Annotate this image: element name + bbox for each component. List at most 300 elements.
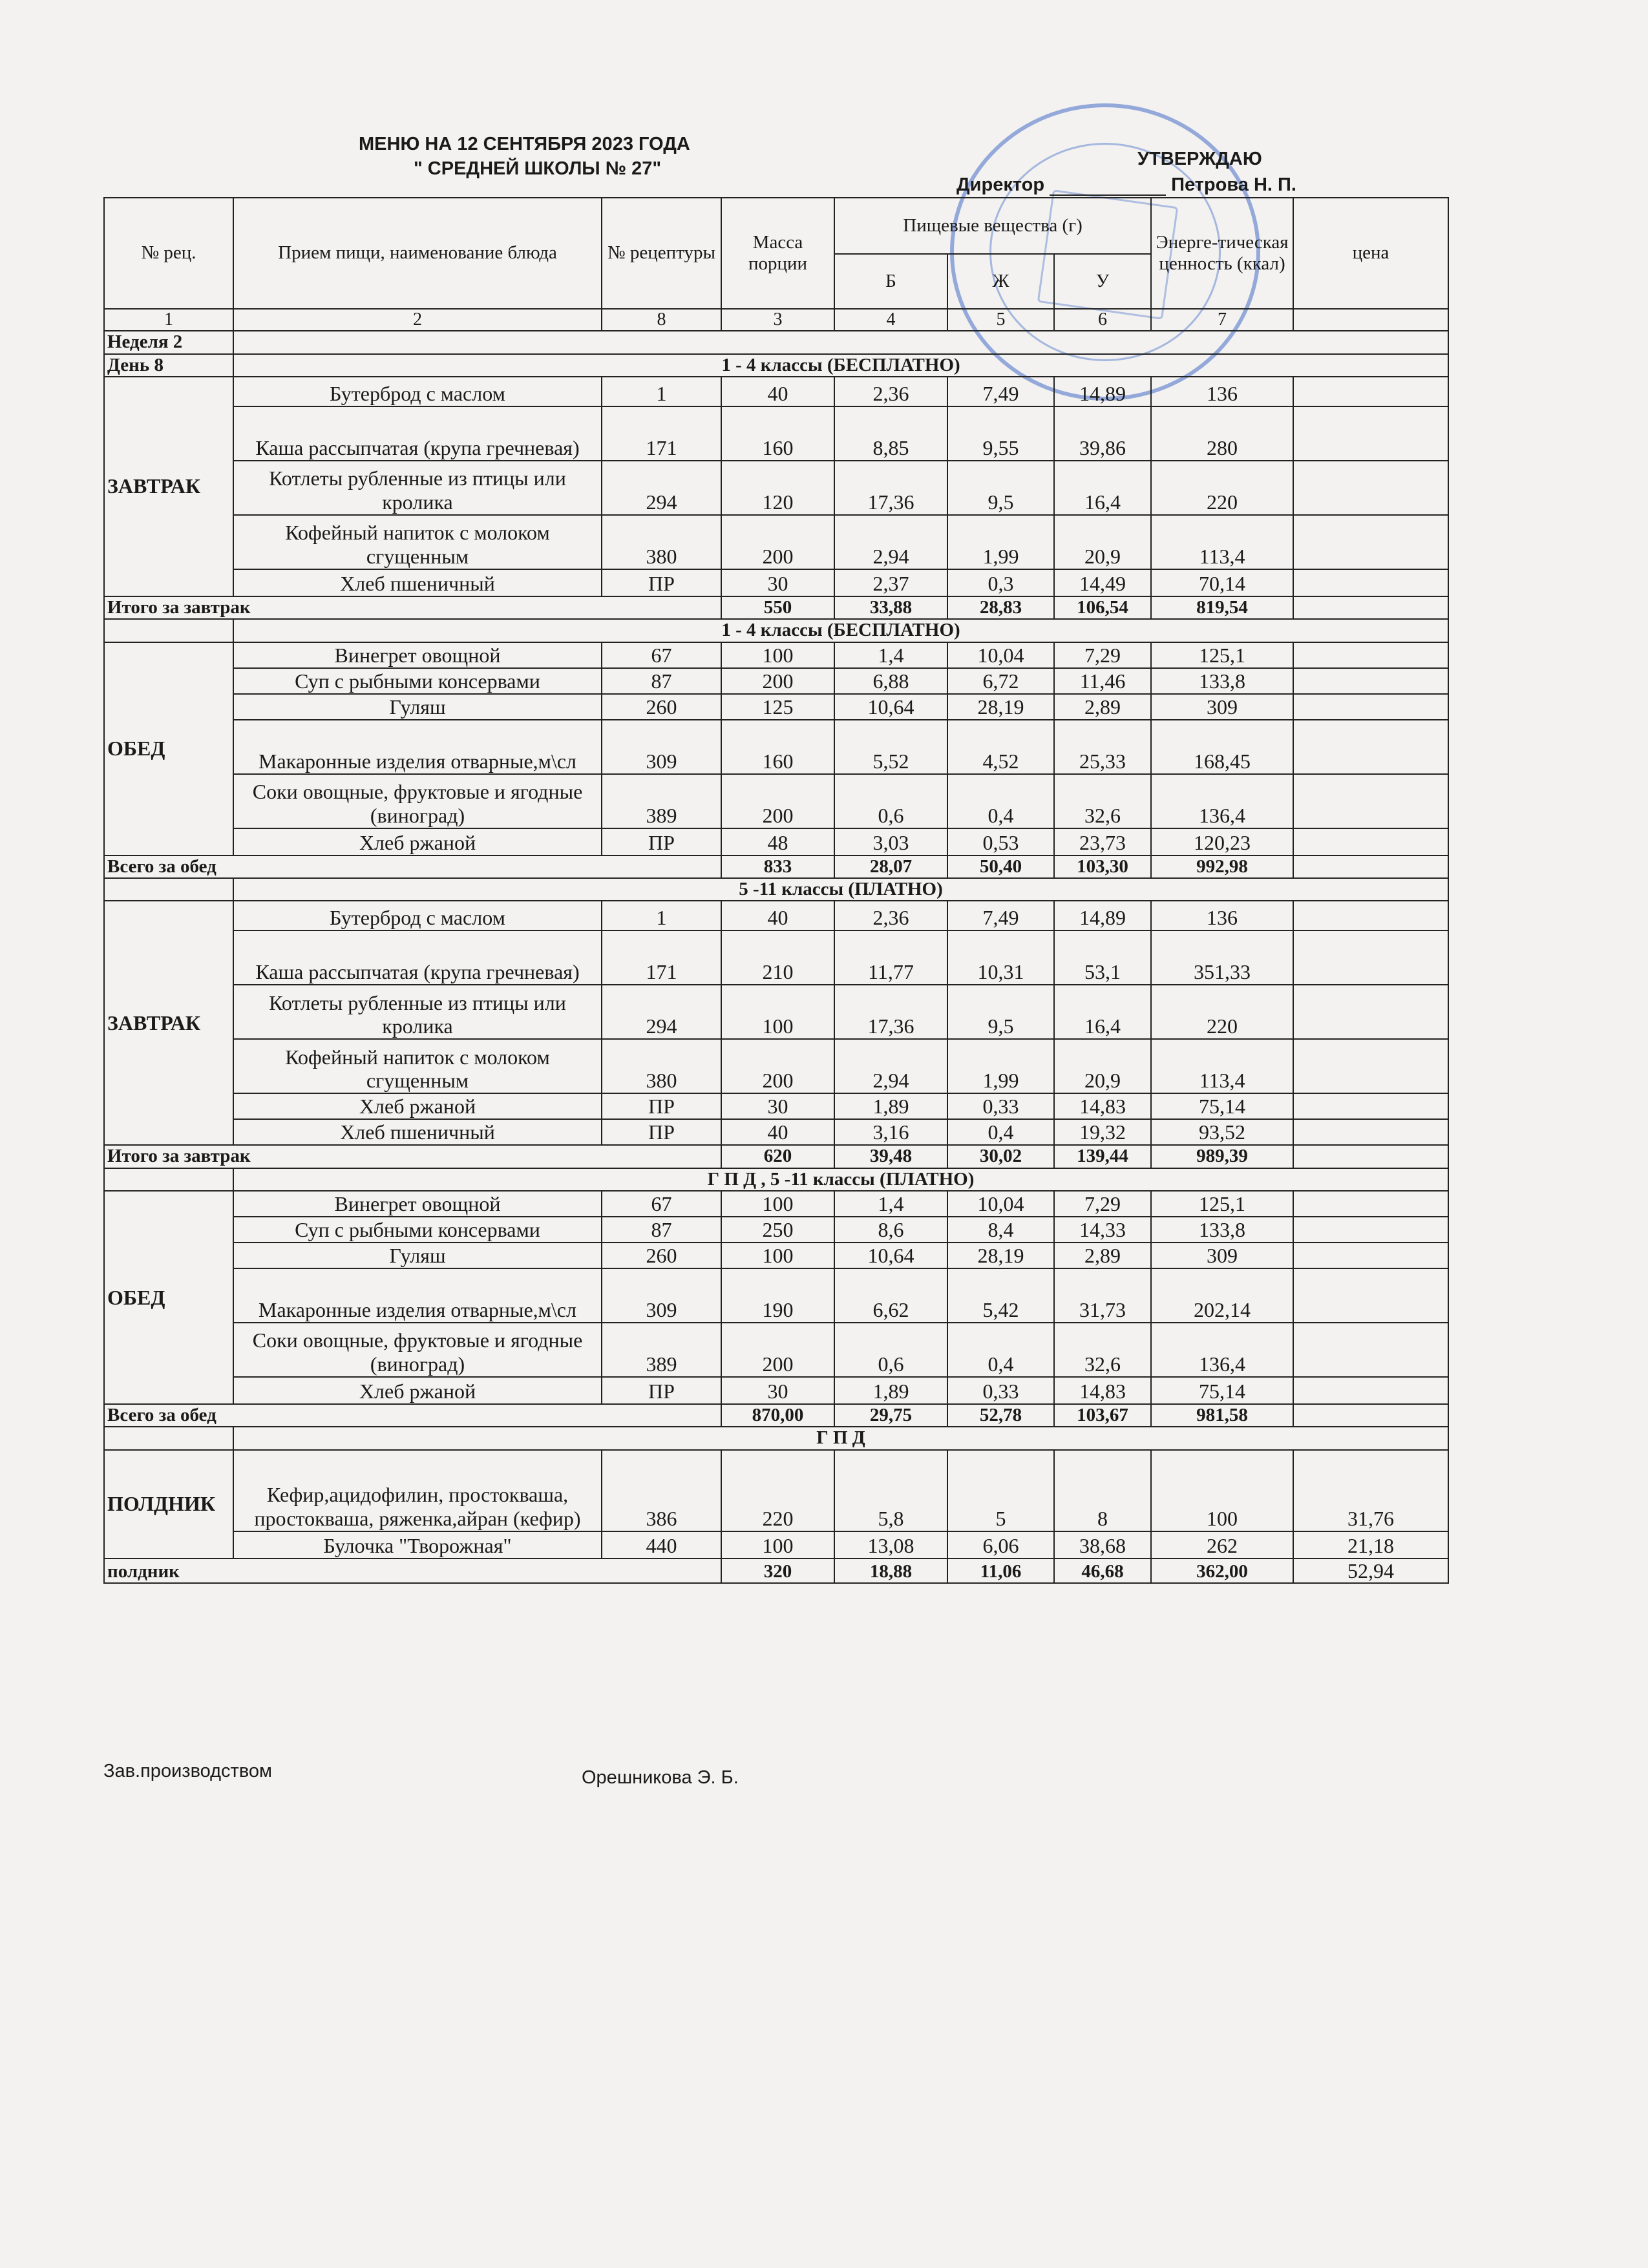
- total-price: 52,94: [1293, 1559, 1448, 1584]
- portion-mass: 220: [721, 1450, 834, 1531]
- price: [1293, 720, 1448, 774]
- price: 31,76: [1293, 1450, 1448, 1531]
- energy: 309: [1151, 1243, 1293, 1268]
- carbs: 14,89: [1054, 377, 1151, 406]
- dish-row: [104, 774, 1448, 828]
- fat: 28,19: [947, 1243, 1054, 1268]
- fat: 6,06: [947, 1531, 1054, 1559]
- dish-row: [104, 642, 1448, 668]
- protein: 3,16: [834, 1119, 947, 1145]
- protein: 13,08: [834, 1531, 947, 1559]
- energy: 113,4: [1151, 1039, 1293, 1093]
- fat: 6,72: [947, 668, 1054, 694]
- recipe-no: 309: [602, 720, 721, 774]
- fat: 9,55: [947, 406, 1054, 461]
- col-b: Б: [834, 254, 947, 309]
- protein: 2,94: [834, 1039, 947, 1093]
- approve-label: УТВЕРЖДАЮ: [1137, 149, 1262, 169]
- energy: 93,52: [1151, 1119, 1293, 1145]
- fat: 10,04: [947, 1191, 1054, 1217]
- dish-row: [104, 694, 1448, 720]
- fat: 7,49: [947, 901, 1054, 930]
- recipe-no: 1: [602, 901, 721, 930]
- carbs: 14,89: [1054, 901, 1151, 930]
- dish-name: Винегрет овощной: [233, 642, 602, 668]
- portion-mass: 30: [721, 1093, 834, 1119]
- portion-mass: 200: [721, 774, 834, 828]
- dish-name: Соки овощные, фруктовые и ягодные (виноград): [233, 774, 602, 828]
- fat: 10,04: [947, 642, 1054, 668]
- price: [1293, 642, 1448, 668]
- protein: 2,94: [834, 515, 947, 569]
- blank-cell: [104, 1427, 233, 1449]
- dish-name: Гуляш: [233, 1243, 602, 1268]
- dish-row: [104, 406, 1448, 461]
- recipe-no: 380: [602, 1039, 721, 1093]
- portion-mass: 40: [721, 1119, 834, 1145]
- carbs: 16,4: [1054, 985, 1151, 1039]
- dish-row: [104, 930, 1448, 985]
- price: [1293, 461, 1448, 515]
- dish-name: Винегрет овощной: [233, 1191, 602, 1217]
- section-header: Г П Д: [233, 1427, 1448, 1449]
- footer-role: Зав.производством: [103, 1761, 272, 1781]
- meal-label: ЗАВТРАК: [104, 377, 233, 596]
- portion-mass: 160: [721, 406, 834, 461]
- energy: 136,4: [1151, 774, 1293, 828]
- dish-row: [104, 1119, 1448, 1145]
- price: [1293, 985, 1448, 1039]
- price: [1293, 930, 1448, 985]
- recipe-no: ПР: [602, 1093, 721, 1119]
- recipe-no: ПР: [602, 1119, 721, 1145]
- colnum: 6: [1054, 309, 1151, 331]
- total-label: полдник: [104, 1559, 721, 1584]
- recipe-no: 389: [602, 1323, 721, 1377]
- carbs: 14,33: [1054, 1217, 1151, 1243]
- energy: 280: [1151, 406, 1293, 461]
- dish-row: [104, 828, 1448, 856]
- dish-row: [104, 461, 1448, 515]
- dish-row: [104, 1243, 1448, 1268]
- total-carbs: 46,68: [1054, 1559, 1151, 1584]
- recipe-no: 171: [602, 930, 721, 985]
- col-recipe-no: № рецептуры: [602, 198, 721, 309]
- total-fat: 52,78: [947, 1404, 1054, 1427]
- carbs: 19,32: [1054, 1119, 1151, 1145]
- carbs: 32,6: [1054, 774, 1151, 828]
- carbs: 20,9: [1054, 1039, 1151, 1093]
- price: [1293, 668, 1448, 694]
- recipe-no: 171: [602, 406, 721, 461]
- protein: 2,37: [834, 569, 947, 596]
- carbs: 39,86: [1054, 406, 1151, 461]
- protein: 10,64: [834, 1243, 947, 1268]
- price: [1293, 1119, 1448, 1145]
- carbs: 38,68: [1054, 1531, 1151, 1559]
- total-carbs: 103,30: [1054, 856, 1151, 878]
- total-energy: 819,54: [1151, 596, 1293, 619]
- recipe-no: 386: [602, 1450, 721, 1531]
- carbs: 2,89: [1054, 1243, 1151, 1268]
- energy: 168,45: [1151, 720, 1293, 774]
- total-fat: 28,83: [947, 596, 1054, 619]
- colnum: 4: [834, 309, 947, 331]
- recipe-no: 67: [602, 642, 721, 668]
- portion-mass: 200: [721, 1323, 834, 1377]
- fat: 9,5: [947, 461, 1054, 515]
- dish-row: [104, 1531, 1448, 1559]
- total-carbs: 139,44: [1054, 1145, 1151, 1168]
- total-row: [104, 1559, 1448, 1584]
- day-label: День 8: [104, 354, 233, 377]
- price: [1293, 406, 1448, 461]
- total-energy: 992,98: [1151, 856, 1293, 878]
- total-energy: 989,39: [1151, 1145, 1293, 1168]
- energy: 309: [1151, 694, 1293, 720]
- energy: 113,4: [1151, 515, 1293, 569]
- carbs: 20,9: [1054, 515, 1151, 569]
- energy: 120,23: [1151, 828, 1293, 856]
- portion-mass: 40: [721, 901, 834, 930]
- fat: 0,33: [947, 1377, 1054, 1404]
- energy: 75,14: [1151, 1093, 1293, 1119]
- week-label: Неделя 2: [104, 331, 233, 353]
- total-label: Итого за завтрак: [104, 1145, 721, 1168]
- recipe-no: 260: [602, 1243, 721, 1268]
- dish-row: [104, 1323, 1448, 1377]
- energy: 125,1: [1151, 642, 1293, 668]
- colnum: 2: [233, 309, 602, 331]
- price: [1293, 377, 1448, 406]
- protein: 3,03: [834, 828, 947, 856]
- total-protein: 18,88: [834, 1559, 947, 1584]
- fat: 7,49: [947, 377, 1054, 406]
- energy: 100: [1151, 1450, 1293, 1531]
- recipe-no: 294: [602, 985, 721, 1039]
- carbs: 14,49: [1054, 569, 1151, 596]
- total-mass: 620: [721, 1145, 834, 1168]
- price: [1293, 1243, 1448, 1268]
- fat: 1,99: [947, 1039, 1054, 1093]
- meal-label: ПОЛДНИК: [104, 1450, 233, 1559]
- fat: 1,99: [947, 515, 1054, 569]
- dish-name: Каша рассыпчатая (крупа гречневая): [233, 930, 602, 985]
- carbs: 31,73: [1054, 1268, 1151, 1323]
- energy: 133,8: [1151, 1217, 1293, 1243]
- portion-mass: 200: [721, 1039, 834, 1093]
- fat: 0,53: [947, 828, 1054, 856]
- colnum: [1293, 309, 1448, 331]
- energy: 262: [1151, 1531, 1293, 1559]
- director-name: Петрова Н. П.: [1171, 174, 1296, 195]
- portion-mass: 30: [721, 569, 834, 596]
- carbs: 14,83: [1054, 1093, 1151, 1119]
- protein: 1,4: [834, 1191, 947, 1217]
- dish-name: Котлеты рубленные из птицы или кролика: [233, 985, 602, 1039]
- col-mass: Масса порции: [721, 198, 834, 309]
- total-price: [1293, 1145, 1448, 1168]
- total-label: Итого за завтрак: [104, 596, 721, 619]
- dish-name: Суп с рыбными консервами: [233, 668, 602, 694]
- carbs: 25,33: [1054, 720, 1151, 774]
- protein: 10,64: [834, 694, 947, 720]
- price: [1293, 774, 1448, 828]
- energy: 202,14: [1151, 1268, 1293, 1323]
- price: [1293, 1217, 1448, 1243]
- carbs: 32,6: [1054, 1323, 1151, 1377]
- price: [1293, 1323, 1448, 1377]
- price: 21,18: [1293, 1531, 1448, 1559]
- dish-row: [104, 668, 1448, 694]
- total-carbs: 103,67: [1054, 1404, 1151, 1427]
- blank-cell: [104, 1168, 233, 1191]
- portion-mass: 200: [721, 668, 834, 694]
- portion-mass: 100: [721, 985, 834, 1039]
- price: [1293, 1191, 1448, 1217]
- dish-name: Хлеб ржаной: [233, 1093, 602, 1119]
- colnum: 8: [602, 309, 721, 331]
- energy: 136: [1151, 901, 1293, 930]
- dish-name: Макаронные изделия отварные,м\сл: [233, 1268, 602, 1323]
- dish-row: [104, 985, 1448, 1039]
- recipe-no: ПР: [602, 1377, 721, 1404]
- price: [1293, 1039, 1448, 1093]
- dish-row: [104, 515, 1448, 569]
- total-price: [1293, 596, 1448, 619]
- portion-mass: 100: [721, 642, 834, 668]
- portion-mass: 40: [721, 377, 834, 406]
- total-protein: 33,88: [834, 596, 947, 619]
- recipe-no: 67: [602, 1191, 721, 1217]
- dish-name: Каша рассыпчатая (крупа гречневая): [233, 406, 602, 461]
- dish-row: [104, 1450, 1448, 1531]
- col-energy: Энерге-тическая ценность (ккал): [1151, 198, 1293, 309]
- protein: 8,85: [834, 406, 947, 461]
- dish-row: [104, 901, 1448, 930]
- total-mass: 833: [721, 856, 834, 878]
- protein: 0,6: [834, 774, 947, 828]
- portion-mass: 100: [721, 1531, 834, 1559]
- price: [1293, 1268, 1448, 1323]
- menu-table: [103, 197, 1449, 1584]
- dish-name: Суп с рыбными консервами: [233, 1217, 602, 1243]
- dish-name: Гуляш: [233, 694, 602, 720]
- carbs: 2,89: [1054, 694, 1151, 720]
- price: [1293, 828, 1448, 856]
- total-row: [104, 1404, 1448, 1427]
- recipe-no: 87: [602, 668, 721, 694]
- total-label: Всего за обед: [104, 1404, 721, 1427]
- meal-label: ОБЕД: [104, 1191, 233, 1404]
- dish-row: [104, 377, 1448, 406]
- col-rec: № рец.: [104, 198, 233, 309]
- protein: 1,89: [834, 1093, 947, 1119]
- energy: 133,8: [1151, 668, 1293, 694]
- meal-label: ЗАВТРАК: [104, 901, 233, 1145]
- dish-row: [104, 1191, 1448, 1217]
- portion-mass: 125: [721, 694, 834, 720]
- total-energy: 362,00: [1151, 1559, 1293, 1584]
- recipe-no: 309: [602, 1268, 721, 1323]
- recipe-no: 389: [602, 774, 721, 828]
- price: [1293, 1093, 1448, 1119]
- recipe-no: 1: [602, 377, 721, 406]
- protein: 0,6: [834, 1323, 947, 1377]
- fat: 10,31: [947, 930, 1054, 985]
- total-mass: 550: [721, 596, 834, 619]
- energy: 351,33: [1151, 930, 1293, 985]
- dish-row: [104, 720, 1448, 774]
- fat: 5,42: [947, 1268, 1054, 1323]
- fat: 0,4: [947, 1119, 1054, 1145]
- recipe-no: ПР: [602, 569, 721, 596]
- dish-name: Булочка "Творожная": [233, 1531, 602, 1559]
- total-fat: 11,06: [947, 1559, 1054, 1584]
- total-row: [104, 596, 1448, 619]
- total-mass: 870,00: [721, 1404, 834, 1427]
- portion-mass: 30: [721, 1377, 834, 1404]
- section-header: 5 -11 классы (ПЛАТНО): [233, 878, 1448, 901]
- dish-name: Хлеб ржаной: [233, 828, 602, 856]
- protein: 11,77: [834, 930, 947, 985]
- carbs: 8: [1054, 1450, 1151, 1531]
- total-protein: 28,07: [834, 856, 947, 878]
- dish-row: [104, 1093, 1448, 1119]
- dish-name: Макаронные изделия отварные,м\сл: [233, 720, 602, 774]
- dish-name: Кефир,ацидофилин, простокваша, простокваша, ряженка,айран (кефир): [233, 1450, 602, 1531]
- fat: 8,4: [947, 1217, 1054, 1243]
- total-price: [1293, 856, 1448, 878]
- dish-row: [104, 1217, 1448, 1243]
- protein: 5,8: [834, 1450, 947, 1531]
- fat: 0,33: [947, 1093, 1054, 1119]
- carbs: 7,29: [1054, 1191, 1151, 1217]
- col-nutrients: Пищевые вещества (г): [834, 198, 1151, 254]
- fat: 0,4: [947, 1323, 1054, 1377]
- recipe-no: 87: [602, 1217, 721, 1243]
- energy: 136,4: [1151, 1323, 1293, 1377]
- recipe-no: ПР: [602, 828, 721, 856]
- energy: 75,14: [1151, 1377, 1293, 1404]
- total-protein: 39,48: [834, 1145, 947, 1168]
- section-header: 1 - 4 классы (БЕСПЛАТНО): [233, 619, 1448, 642]
- protein: 2,36: [834, 377, 947, 406]
- portion-mass: 190: [721, 1268, 834, 1323]
- energy: 220: [1151, 461, 1293, 515]
- carbs: 14,83: [1054, 1377, 1151, 1404]
- protein: 8,6: [834, 1217, 947, 1243]
- protein: 6,62: [834, 1268, 947, 1323]
- carbs: 11,46: [1054, 668, 1151, 694]
- total-protein: 29,75: [834, 1404, 947, 1427]
- dish-name: Хлеб пшеничный: [233, 1119, 602, 1145]
- protein: 6,88: [834, 668, 947, 694]
- col-name: Прием пищи, наименование блюда: [233, 198, 602, 309]
- col-zh: Ж: [947, 254, 1054, 309]
- section-header: Г П Д , 5 -11 классы (ПЛАТНО): [233, 1168, 1448, 1191]
- col-u: У: [1054, 254, 1151, 309]
- colnum: 3: [721, 309, 834, 331]
- energy: 70,14: [1151, 569, 1293, 596]
- protein: 17,36: [834, 461, 947, 515]
- portion-mass: 100: [721, 1243, 834, 1268]
- total-row: [104, 856, 1448, 878]
- footer-name: Орешникова Э. Б.: [582, 1767, 739, 1788]
- colnum: 7: [1151, 309, 1293, 331]
- portion-mass: 120: [721, 461, 834, 515]
- blank-cell: [104, 619, 233, 642]
- fat: 0,3: [947, 569, 1054, 596]
- price: [1293, 901, 1448, 930]
- dish-name: Бутерброд с маслом: [233, 377, 602, 406]
- dish-name: Кофейный напиток с молоком сгущенным: [233, 1039, 602, 1093]
- dish-name: Хлеб ржаной: [233, 1377, 602, 1404]
- recipe-no: 294: [602, 461, 721, 515]
- protein: 1,4: [834, 642, 947, 668]
- energy: 220: [1151, 985, 1293, 1039]
- portion-mass: 250: [721, 1217, 834, 1243]
- colnum: 5: [947, 309, 1054, 331]
- fat: 0,4: [947, 774, 1054, 828]
- price: [1293, 515, 1448, 569]
- energy: 136: [1151, 377, 1293, 406]
- carbs: 53,1: [1054, 930, 1151, 985]
- portion-mass: 160: [721, 720, 834, 774]
- dish-row: [104, 1039, 1448, 1093]
- dish-row: [104, 1268, 1448, 1323]
- fat: 5: [947, 1450, 1054, 1531]
- total-label: Всего за обед: [104, 856, 721, 878]
- total-mass: 320: [721, 1559, 834, 1584]
- total-energy: 981,58: [1151, 1404, 1293, 1427]
- meal-label: ОБЕД: [104, 642, 233, 856]
- price: [1293, 569, 1448, 596]
- carbs: 23,73: [1054, 828, 1151, 856]
- energy: 125,1: [1151, 1191, 1293, 1217]
- dish-row: [104, 1377, 1448, 1404]
- school-name: " СРЕДНЕЙ ШКОЛЫ № 27": [414, 158, 662, 179]
- total-fat: 50,40: [947, 856, 1054, 878]
- portion-mass: 200: [721, 515, 834, 569]
- section-header: 1 - 4 классы (БЕСПЛАТНО): [233, 354, 1448, 377]
- price: [1293, 1377, 1448, 1404]
- dish-row: [104, 569, 1448, 596]
- director-label: Директор: [956, 174, 1045, 195]
- dish-name: Соки овощные, фруктовые и ягодные (виноград): [233, 1323, 602, 1377]
- recipe-no: 260: [602, 694, 721, 720]
- protein: 2,36: [834, 901, 947, 930]
- fat: 4,52: [947, 720, 1054, 774]
- carbs: 7,29: [1054, 642, 1151, 668]
- recipe-no: 380: [602, 515, 721, 569]
- blank-cell: [104, 878, 233, 901]
- director-signature-line: [956, 174, 1296, 196]
- fat: 28,19: [947, 694, 1054, 720]
- menu-title: МЕНЮ НА 12 СЕНТЯБРЯ 2023 ГОДА: [359, 134, 690, 154]
- col-price: цена: [1293, 198, 1448, 309]
- total-price: [1293, 1404, 1448, 1427]
- dish-name: Хлеб пшеничный: [233, 569, 602, 596]
- dish-name: Бутерброд с маслом: [233, 901, 602, 930]
- portion-mass: 48: [721, 828, 834, 856]
- protein: 5,52: [834, 720, 947, 774]
- dish-name: Котлеты рубленные из птицы или кролика: [233, 461, 602, 515]
- portion-mass: 100: [721, 1191, 834, 1217]
- dish-name: Кофейный напиток с молоком сгущенным: [233, 515, 602, 569]
- protein: 17,36: [834, 985, 947, 1039]
- colnum: 1: [104, 309, 233, 331]
